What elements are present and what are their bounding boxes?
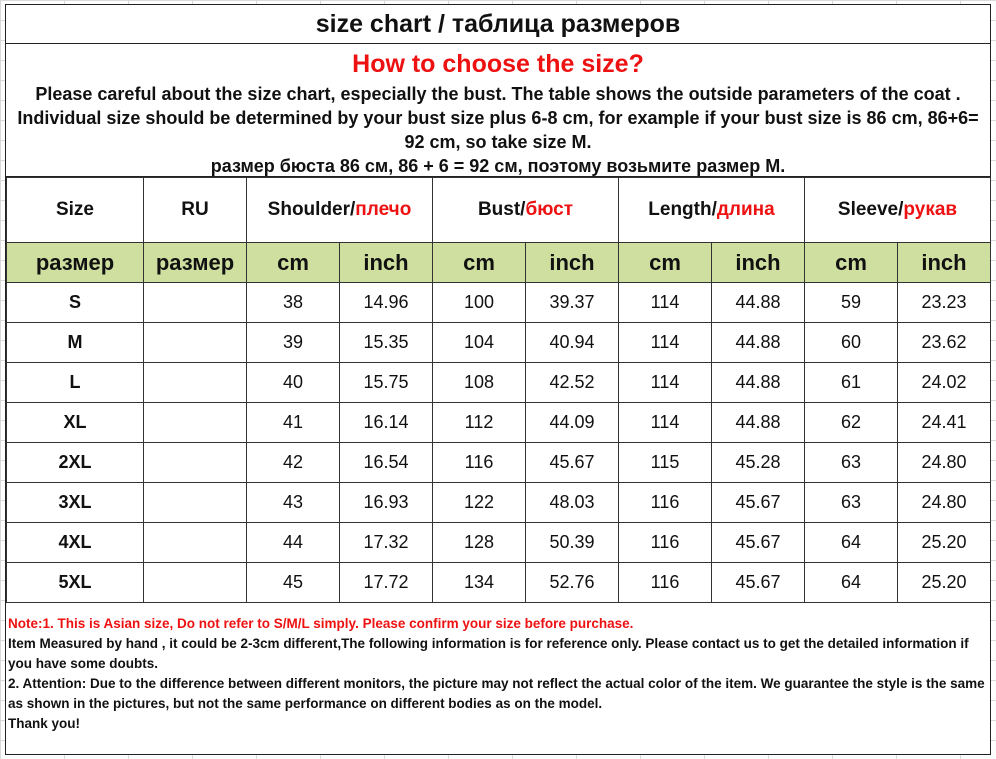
cell-bust-in: 50.39 (526, 523, 619, 563)
cell-shoulder-in: 17.72 (340, 563, 433, 603)
table-row (7, 483, 991, 523)
cell-size: 2XL (7, 443, 144, 483)
cell-shoulder-in: 17.32 (340, 523, 433, 563)
cell-sleeve-cm: 61 (805, 363, 898, 403)
table-row (7, 443, 991, 483)
cell-shoulder-cm: 41 (247, 403, 340, 443)
header-ru: RU (144, 178, 247, 243)
page-title: size chart / таблица размеров (6, 5, 990, 44)
cell-size: 3XL (7, 483, 144, 523)
header-shoulder (247, 178, 433, 243)
cell-sleeve-cm: 63 (805, 443, 898, 483)
cell-shoulder-in: 16.14 (340, 403, 433, 443)
table-body (7, 283, 991, 603)
table-row (7, 283, 991, 323)
cell-sleeve-in: 24.02 (898, 363, 991, 403)
cell-shoulder-cm: 45 (247, 563, 340, 603)
cell-sleeve-in: 23.23 (898, 283, 991, 323)
cell-length-in: 44.88 (712, 283, 805, 323)
cell-ru (144, 483, 247, 523)
header-length (619, 178, 805, 243)
header-shoulder-ru: плечо (355, 199, 412, 220)
cell-sleeve-in: 23.62 (898, 323, 991, 363)
table-row (7, 363, 991, 403)
header-length-ru: длина (716, 199, 775, 220)
cell-bust-cm: 122 (433, 483, 526, 523)
cell-sleeve-cm: 63 (805, 483, 898, 523)
cell-ru (144, 563, 247, 603)
cell-sleeve-in: 25.20 (898, 523, 991, 563)
cell-length-cm: 116 (619, 563, 712, 603)
cell-size: 4XL (7, 523, 144, 563)
cell-ru (144, 323, 247, 363)
table-row (7, 563, 991, 603)
size-chart-sheet (5, 4, 991, 755)
cell-ru (144, 283, 247, 323)
cell-shoulder-in: 15.35 (340, 323, 433, 363)
unit-length-cm: cm (619, 243, 712, 283)
cell-size: S (7, 283, 144, 323)
table-row (7, 323, 991, 363)
cell-shoulder-cm: 38 (247, 283, 340, 323)
cell-shoulder-in: 16.93 (340, 483, 433, 523)
cell-bust-cm: 104 (433, 323, 526, 363)
header-bust (433, 178, 619, 243)
header-sleeve-ru: рукав (903, 199, 958, 220)
cell-shoulder-in: 15.75 (340, 363, 433, 403)
cell-ru (144, 363, 247, 403)
header-bust-en: Bust/ (477, 199, 526, 220)
cell-bust-cm: 100 (433, 283, 526, 323)
cell-bust-cm: 128 (433, 523, 526, 563)
unit-shoulder-cm: cm (247, 243, 340, 283)
cell-length-in: 44.88 (712, 403, 805, 443)
cell-length-in: 45.67 (712, 563, 805, 603)
cell-length-cm: 116 (619, 483, 712, 523)
header-bust-ru: бюст (525, 199, 574, 220)
cell-size: L (7, 363, 144, 403)
table-header-row (7, 178, 991, 243)
cell-shoulder-in: 14.96 (340, 283, 433, 323)
cell-shoulder-cm: 39 (247, 323, 340, 363)
unit-sleeve-cm: cm (805, 243, 898, 283)
cell-shoulder-in: 16.54 (340, 443, 433, 483)
header-size: Size (7, 178, 144, 243)
cell-shoulder-cm: 40 (247, 363, 340, 403)
table-row (7, 403, 991, 443)
table-row (7, 523, 991, 563)
cell-length-cm: 114 (619, 283, 712, 323)
cell-ru (144, 403, 247, 443)
cell-ru (144, 443, 247, 483)
cell-bust-in: 52.76 (526, 563, 619, 603)
notes-section (6, 603, 990, 734)
cell-length-cm: 115 (619, 443, 712, 483)
cell-length-cm: 116 (619, 523, 712, 563)
cell-sleeve-in: 24.80 (898, 483, 991, 523)
cell-size: XL (7, 403, 144, 443)
intro-line-ru: размер бюста 86 см, 86 + 6 = 92 см, поэтому возьмите размер М. (210, 156, 786, 176)
header-length-en: Length/ (648, 199, 717, 220)
unit-size: размер (7, 243, 144, 283)
cell-bust-cm: 134 (433, 563, 526, 603)
cell-bust-in: 40.94 (526, 323, 619, 363)
header-sleeve-en: Sleeve/ (837, 199, 904, 220)
header-shoulder-en: Shoulder/ (267, 199, 356, 220)
unit-length-inch: inch (712, 243, 805, 283)
cell-bust-in: 44.09 (526, 403, 619, 443)
cell-length-cm: 114 (619, 363, 712, 403)
cell-length-in: 44.88 (712, 363, 805, 403)
note-thank-you: Thank you! (8, 716, 81, 731)
cell-sleeve-cm: 59 (805, 283, 898, 323)
cell-length-in: 44.88 (712, 323, 805, 363)
cell-ru (144, 523, 247, 563)
unit-sleeve-inch: inch (898, 243, 991, 283)
cell-sleeve-cm: 64 (805, 523, 898, 563)
note-measured-by-hand: Item Measured by hand , it could be 2-3cm different,The following information is for reference only. Please contact us to get the detailed information if you have some doubts. (8, 636, 969, 671)
unit-ru: размер (144, 243, 247, 283)
cell-size: M (7, 323, 144, 363)
intro-description (6, 82, 990, 178)
note-attention: 2. Attention: Due to the difference between different monitors, the picture may not reflect the actual color of the item. We guarantee the style is the same as shown in the pictures, but not the same performance on different bodies as on the model. (8, 676, 985, 711)
cell-sleeve-in: 24.80 (898, 443, 991, 483)
unit-header-row (7, 243, 991, 283)
unit-bust-cm: cm (433, 243, 526, 283)
cell-shoulder-cm: 43 (247, 483, 340, 523)
cell-length-cm: 114 (619, 403, 712, 443)
cell-bust-in: 39.37 (526, 283, 619, 323)
cell-length-cm: 114 (619, 323, 712, 363)
cell-bust-in: 48.03 (526, 483, 619, 523)
cell-sleeve-in: 24.41 (898, 403, 991, 443)
cell-bust-cm: 108 (433, 363, 526, 403)
cell-length-in: 45.67 (712, 523, 805, 563)
size-table (6, 177, 991, 603)
unit-shoulder-inch: inch (340, 243, 433, 283)
intro-line-en: Please careful about the size chart, especially the bust. The table shows the outside parameters of the coat . Individual size should be determined by your bust size plus 6-8 cm, for example if your bust size is 86 cm, 86+6= 92 cm, so take size M. (17, 84, 979, 152)
cell-bust-in: 45.67 (526, 443, 619, 483)
cell-size: 5XL (7, 563, 144, 603)
intro-heading: How to choose the size? (352, 50, 644, 78)
cell-length-in: 45.67 (712, 483, 805, 523)
cell-sleeve-in: 25.20 (898, 563, 991, 603)
cell-length-in: 45.28 (712, 443, 805, 483)
intro-section (6, 44, 990, 177)
cell-sleeve-cm: 62 (805, 403, 898, 443)
header-sleeve (805, 178, 991, 243)
unit-bust-inch: inch (526, 243, 619, 283)
cell-bust-cm: 112 (433, 403, 526, 443)
cell-sleeve-cm: 60 (805, 323, 898, 363)
cell-bust-cm: 116 (433, 443, 526, 483)
cell-shoulder-cm: 44 (247, 523, 340, 563)
note-asian-size: Note:1. This is Asian size, Do not refer to S/M/L simply. Please confirm your size before purchase. (8, 616, 634, 631)
cell-sleeve-cm: 64 (805, 563, 898, 603)
cell-shoulder-cm: 42 (247, 443, 340, 483)
cell-bust-in: 42.52 (526, 363, 619, 403)
